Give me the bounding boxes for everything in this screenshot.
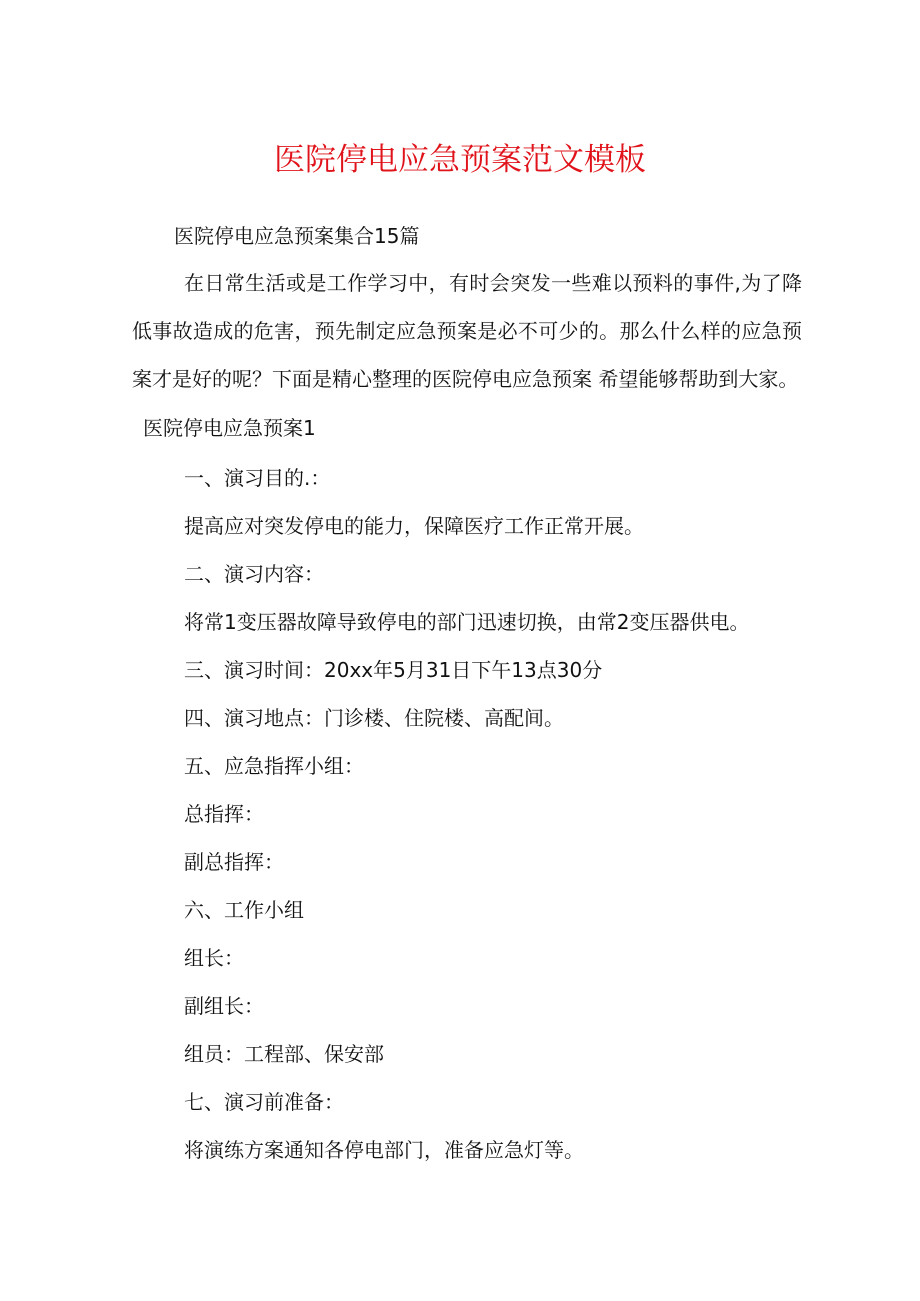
- body-line: 提高应对突发停电的能力，保障医疗工作正常开展。: [184, 514, 644, 538]
- body-line: 副总指挥：: [184, 850, 284, 874]
- body-line: 组长：: [184, 946, 244, 970]
- body-line: 副组长：: [184, 994, 264, 1018]
- document-subtitle: 医院停电应急预案集合15篇: [174, 224, 420, 248]
- document-title: 医院停电应急预案范文模板: [274, 142, 646, 178]
- body-line: 四、演习地点：门诊楼、住院楼、高配间。: [184, 706, 564, 730]
- intro-paragraph: 在日常生活或是工作学习中，有时会突发一些难以预料的事件,为了降低事故造成的危害，预先制定应急预案是必不可少的。那么什么样的应急预案才是好的呢？下面是精心整理的医院停电应急预案 希望能够帮助到大家。: [132, 271, 802, 391]
- body-line: 将演练方案通知各停电部门，准备应急灯等。: [184, 1138, 584, 1162]
- body-line: 总指挥：: [184, 802, 264, 826]
- body-line: 组员：工程部、保安部: [184, 1042, 384, 1066]
- body-line: 一、演习目的.：: [184, 466, 331, 490]
- body-line: 七、演习前准备：: [184, 1090, 344, 1114]
- body-line: 五、应急指挥小组：: [184, 754, 364, 778]
- body-line: 二、演习内容：: [184, 562, 324, 586]
- body-line: 六、工作小组: [184, 898, 304, 922]
- section-heading: 医院停电应急预案1: [143, 416, 316, 440]
- body-line: 三、演习时间：20xx年5月31日下午13点30分: [184, 658, 603, 682]
- body-line: 将常1变压器故障导致停电的部门迅速切换，由常2变压器供电。: [184, 610, 750, 634]
